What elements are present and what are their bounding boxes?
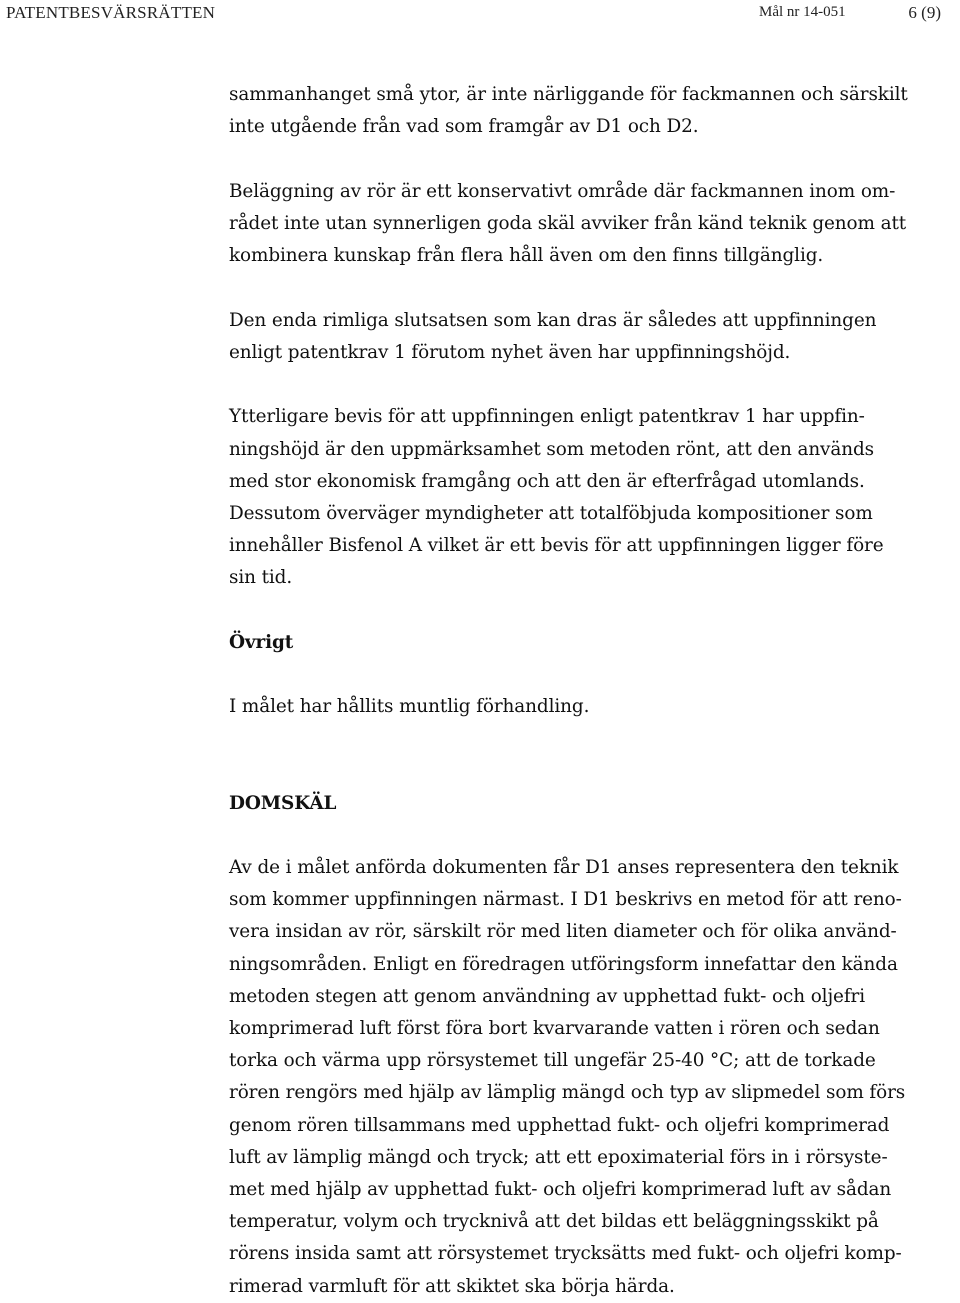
paragraph-1: [229, 79, 944, 143]
case-number: Mål nr 14-051: [759, 4, 846, 20]
paragraph-ovrigt: I målet har hållits muntlig förhandling.: [229, 696, 590, 718]
text-line: torka och värma upp rörsystemet till ungefär 25-40 °C; att de torkade: [229, 1050, 876, 1072]
text-line: met med hjälp av upphettad fukt- och oljefri komprimerad luft av sådan: [229, 1179, 892, 1201]
text-line: med stor ekonomisk framgång och att den är efterfrågad utomlands.: [229, 470, 865, 492]
paragraph-3: [229, 305, 944, 369]
section-heading-domskal: DOMSKÄL: [229, 792, 337, 814]
text-line: genom rören tillsammans med upphettad fukt- och oljefri komprimerad: [229, 1114, 890, 1136]
text-line: luft av lämplig mängd och tryck; att ett epoximaterial förs in i rörsyste-: [229, 1146, 888, 1168]
text-line: sammanhanget små ytor, är inte närliggande för fackmannen och särskilt: [229, 84, 908, 105]
text-line: Dessutom överväger myndigheter att totalföbjuda kompositioner som: [229, 502, 873, 524]
text-line: rådet inte utan synnerligen goda skäl avviker från känd teknik genom att: [229, 212, 907, 234]
text-line: ningshöjd är den uppmärksamhet som metoden rönt, att den används: [229, 438, 874, 460]
page-number: 6 (9): [908, 3, 941, 22]
text-line: kombinera kunskap från flera håll även om den finns tillgänglig.: [229, 245, 824, 267]
text-line: komprimerad luft först föra bort kvarvarande vatten i rören och sedan: [229, 1018, 880, 1040]
court-name: PATENTBESVÄRSRÄTTEN: [6, 3, 216, 22]
paragraph-2: [229, 176, 944, 273]
text-line: inte utgående från vad som framgår av D1 och D2.: [229, 116, 699, 138]
page-header: [6, 3, 941, 25]
document-body: [229, 79, 944, 1303]
text-line: sin tid.: [229, 567, 293, 589]
text-line: temperatur, volym och trycknivå att det bildas ett beläggningsskikt på: [229, 1211, 879, 1233]
text-line: innehåller Bisfenol A vilket är ett bevis för att uppfinningen ligger före: [229, 535, 884, 557]
text-line: Den enda rimliga slutsatsen som kan dras är således att uppfinningen: [229, 309, 877, 331]
text-line: rimerad varmluft för att skiktet ska börja härda.: [229, 1275, 675, 1297]
text-line: Av de i målet anförda dokumenten får D1 anses representera den teknik: [229, 857, 899, 879]
text-line: enligt patentkrav 1 förutom nyhet även har uppfinningshöjd.: [229, 341, 791, 363]
text-line: rörens insida samt att rörsystemet trycksätts med fukt- och oljefri komp-: [229, 1243, 902, 1265]
section-heading-ovrigt: Övrigt: [229, 631, 294, 653]
text-line: rören rengörs med hjälp av lämplig mängd och typ av slipmedel som förs: [229, 1082, 906, 1104]
paragraph-5: [229, 852, 944, 1303]
text-line: vera insidan av rör, särskilt rör med liten diameter och för olika använd-: [229, 921, 897, 943]
text-line: ningsområden. Enligt en föredragen utföringsform innefattar den kända: [229, 953, 898, 975]
text-line: Ytterligare bevis för att uppfinningen enligt patentkrav 1 har uppfin-: [229, 406, 865, 428]
text-line: Beläggning av rör är ett konservativt område där fackmannen inom om-: [229, 180, 896, 202]
text-line: metoden stegen att genom användning av upphettad fukt- och oljefri: [229, 985, 866, 1007]
text-line: som kommer uppfinningen närmast. I D1 beskrivs en metod för att reno-: [229, 889, 902, 911]
paragraph-4: [229, 401, 944, 594]
